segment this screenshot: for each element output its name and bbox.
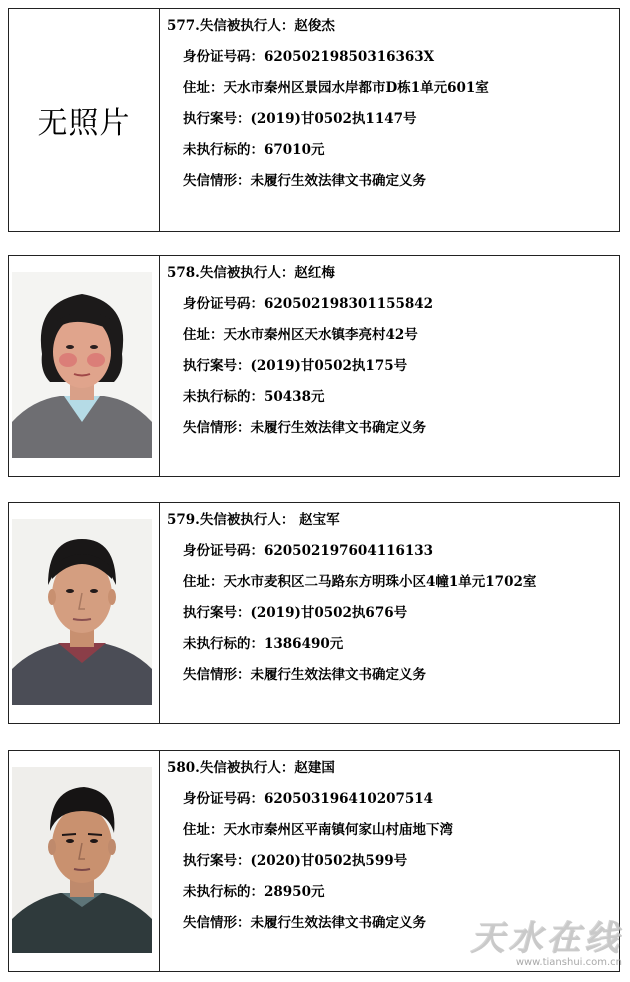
amount-label: 未执行标的： — [183, 389, 264, 405]
record-info — [167, 509, 615, 695]
watermark-logo: 天水在线 — [470, 918, 622, 958]
case-row — [167, 850, 615, 881]
case-label: 执行案号： — [183, 605, 251, 621]
amount-label: 未执行标的： — [183, 142, 264, 158]
record-card-577 — [8, 8, 620, 232]
photo-column — [9, 751, 160, 971]
situation-label: 失信情形： — [183, 667, 251, 683]
case-value: (2020)甘0502执599号 — [250, 853, 408, 869]
record-title: 579.失信被执行人： 赵宝军 — [167, 512, 340, 528]
watermark-url: www.tianshui.com.cn — [515, 957, 622, 968]
situation-label: 失信情形： — [183, 915, 251, 931]
amount-row — [167, 386, 615, 417]
id-label: 身份证号码： — [183, 49, 264, 65]
amount-label: 未执行标的： — [183, 884, 264, 900]
situation-value: 未履行生效法律文书确定义务 — [250, 420, 426, 436]
address-row — [167, 324, 615, 355]
photo-column — [9, 503, 160, 723]
situation-label: 失信情形： — [183, 420, 251, 436]
photo-column — [9, 256, 160, 476]
address-row — [167, 571, 615, 602]
amount-value: 67010元 — [264, 142, 325, 158]
address-label: 住址： — [183, 574, 224, 590]
case-row — [167, 355, 615, 386]
case-value: (2019)甘0502执175号 — [250, 358, 408, 374]
record-card-578 — [8, 255, 620, 477]
address-row — [167, 77, 615, 108]
id-label: 身份证号码： — [183, 543, 264, 559]
case-row — [167, 602, 615, 633]
no-photo-label: 无照片 — [37, 106, 131, 141]
address-value: 天水市秦州区平南镇何家山村庙地下湾 — [223, 822, 453, 838]
amount-value: 50438元 — [264, 389, 325, 405]
record-title: 580.失信被执行人：赵建国 — [167, 760, 335, 776]
situation-row — [167, 417, 615, 448]
case-label: 执行案号： — [183, 111, 251, 127]
amount-value: 28950元 — [264, 884, 325, 900]
record-title: 577.失信被执行人：赵俊杰 — [167, 18, 335, 34]
portrait-photo — [12, 519, 152, 705]
case-label: 执行案号： — [183, 853, 251, 869]
record-card-580 — [8, 750, 620, 972]
id-row — [167, 788, 615, 819]
id-value: 620502198503163​63X — [264, 49, 435, 65]
amount-label: 未执行标的： — [183, 636, 264, 652]
record-info — [167, 757, 615, 943]
situation-value: 未履行生效法律文书确定义务 — [250, 915, 426, 931]
amount-value: 1386490元 — [264, 636, 344, 652]
id-label: 身份证号码： — [183, 296, 264, 312]
id-row — [167, 293, 615, 324]
situation-value: 未履行生效法律文书确定义务 — [250, 667, 426, 683]
id-row — [167, 46, 615, 77]
id-row — [167, 540, 615, 571]
address-value: 天水市秦州区景园水岸都市D栋1单元601室 — [223, 80, 489, 96]
case-value: (2019)甘0502执676号 — [250, 605, 408, 621]
amount-row — [167, 633, 615, 664]
case-label: 执行案号： — [183, 358, 251, 374]
id-value: 620502197604116133 — [264, 543, 434, 559]
id-value: 620503196410207514 — [264, 791, 434, 807]
situation-row — [167, 912, 615, 943]
address-row — [167, 819, 615, 850]
address-value: 天水市麦积区二马路东方明珠小区4幢1单元1702室 — [223, 574, 537, 590]
amount-row — [167, 881, 615, 912]
situation-value: 未履行生效法律文书确定义务 — [250, 173, 426, 189]
id-value: 620502198301155842 — [264, 296, 434, 312]
case-value: (2019)甘0502执1147号 — [250, 111, 417, 127]
portrait-photo — [12, 767, 152, 953]
id-label: 身份证号码： — [183, 791, 264, 807]
address-label: 住址： — [183, 327, 224, 343]
case-row — [167, 108, 615, 139]
address-value: 天水市秦州区天水镇李亮村42号 — [223, 327, 418, 343]
record-info — [167, 262, 615, 448]
address-label: 住址： — [183, 822, 224, 838]
record-card-579 — [8, 502, 620, 724]
situation-label: 失信情形： — [183, 173, 251, 189]
portrait-photo — [12, 272, 152, 458]
amount-row — [167, 139, 615, 170]
record-title: 578.失信被执行人：赵红梅 — [167, 265, 335, 281]
record-info — [167, 15, 615, 201]
address-label: 住址： — [183, 80, 224, 96]
situation-row — [167, 664, 615, 695]
photo-column — [9, 9, 160, 231]
situation-row — [167, 170, 615, 201]
